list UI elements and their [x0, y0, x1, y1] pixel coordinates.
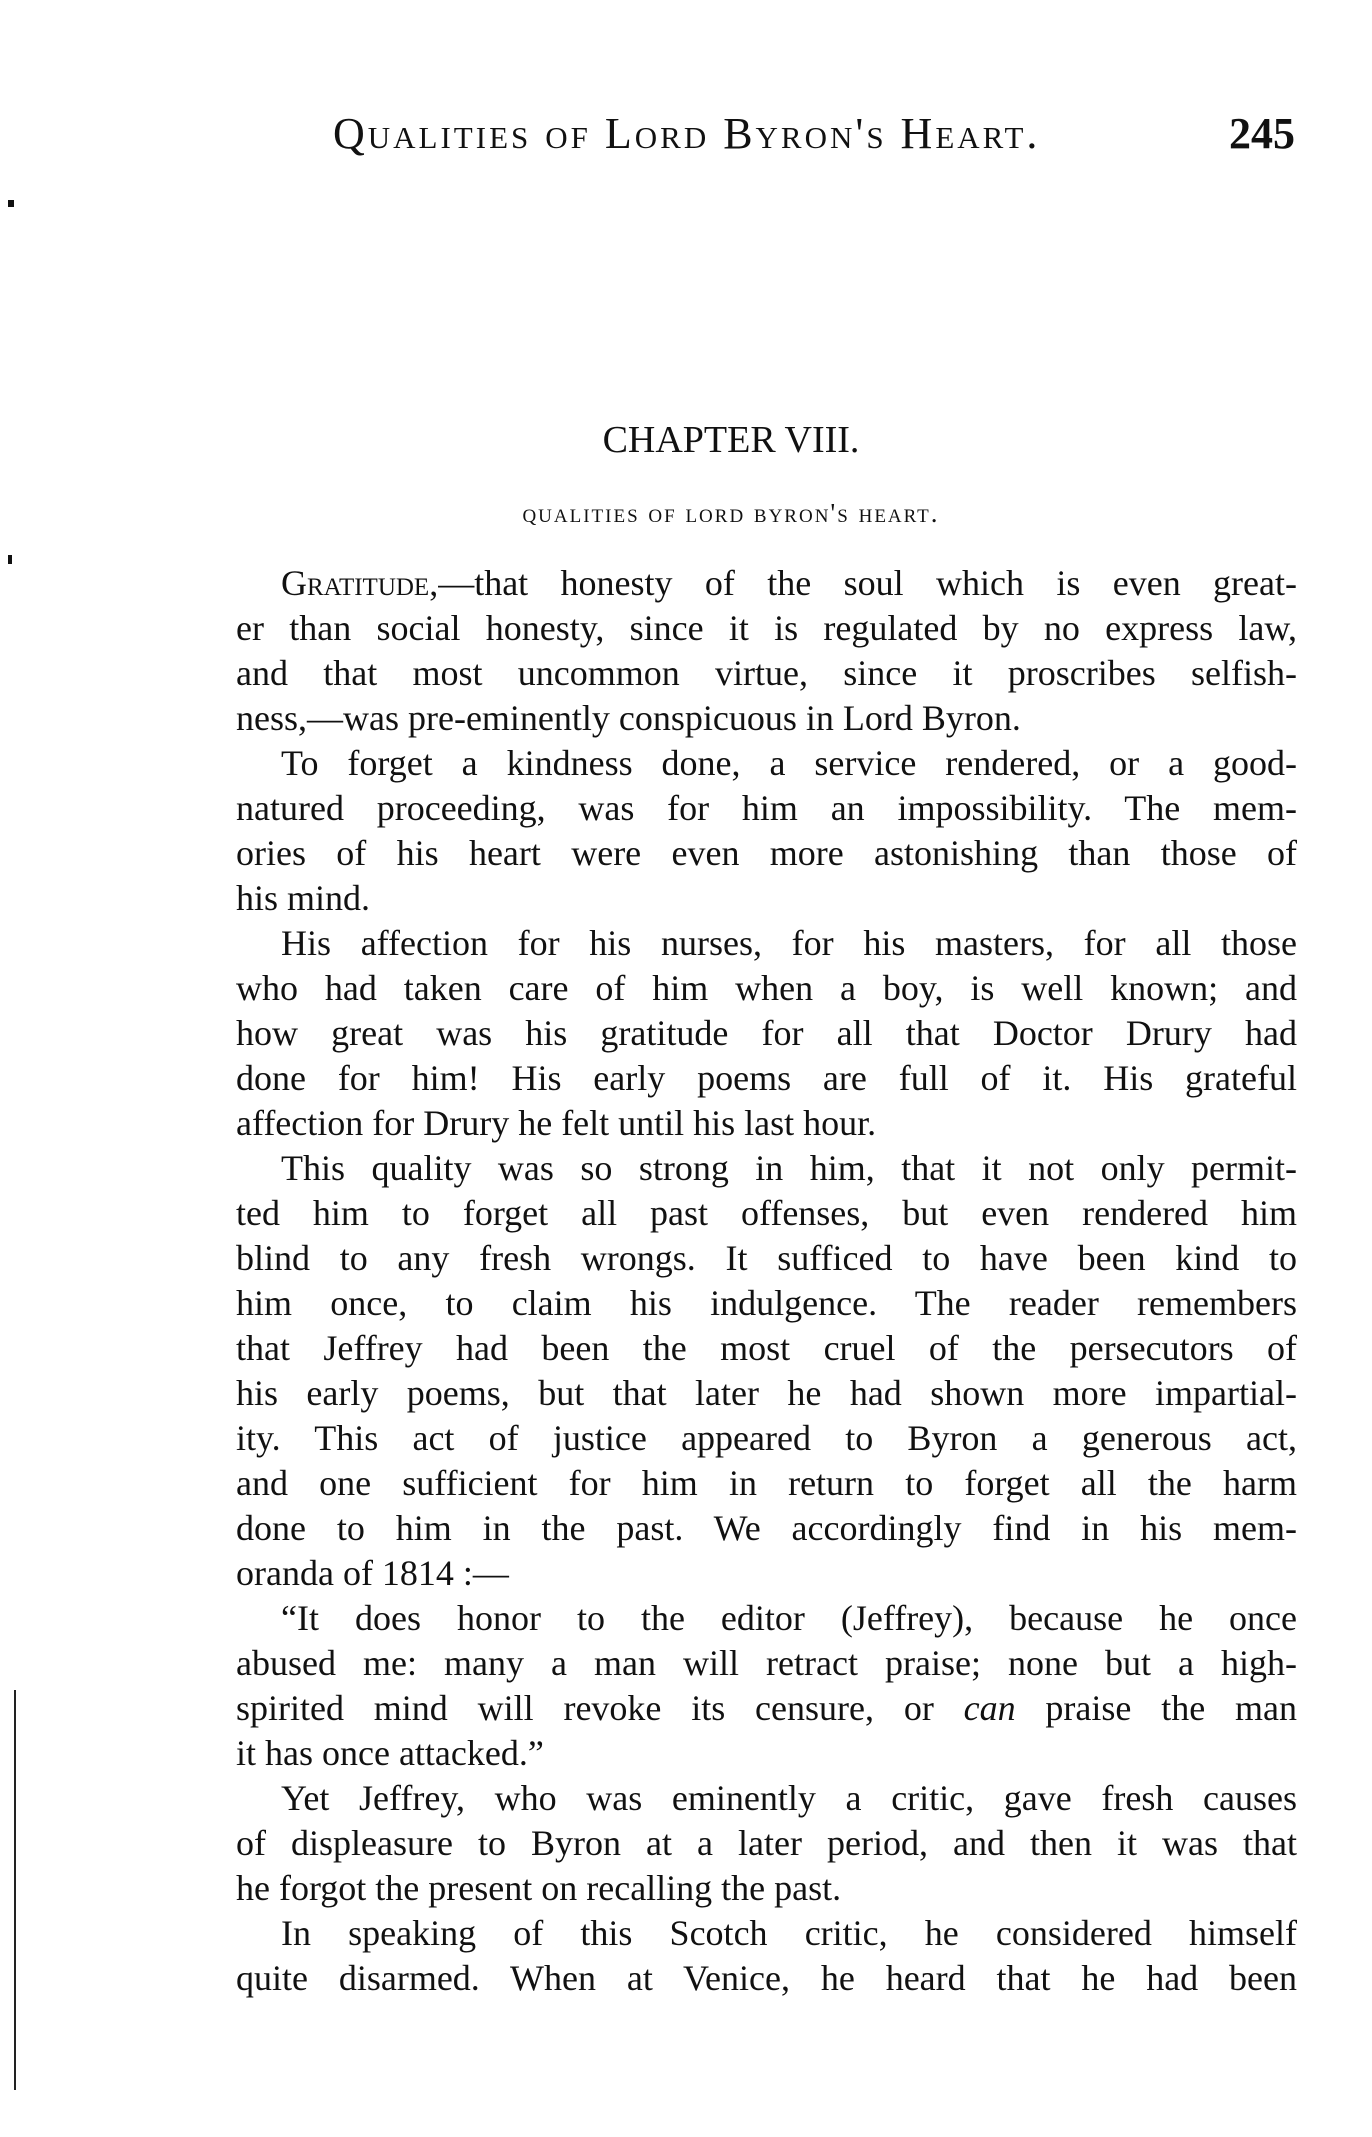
scan-speck — [8, 555, 12, 564]
text-line — [236, 1506, 1297, 1550]
text-span: natured proceeding, was for him an impossibility. The mem- — [236, 788, 1297, 828]
text-line — [236, 1416, 1297, 1460]
text-span: he forgot the present on recalling the past. — [236, 1868, 842, 1908]
text-span: his mind. — [236, 878, 371, 918]
text-span: In speaking of this Scotch critic, he considered himself — [281, 1913, 1297, 1953]
running-header — [333, 108, 1295, 159]
text-line — [281, 1776, 1297, 1820]
text-span: This quality was so strong in him, that it not only permit- — [281, 1148, 1297, 1188]
text-span: abused me: many a man will retract praise; none but a high- — [236, 1643, 1297, 1683]
text-span: Yet Jeffrey, who was eminently a critic, gave fresh causes — [281, 1778, 1297, 1818]
text-line — [281, 561, 1297, 605]
text-line — [236, 606, 1297, 650]
text-line — [236, 966, 1297, 1010]
text-span: blind to any fresh wrongs. It sufficed to have been kind to — [236, 1238, 1297, 1278]
text-span: affection for Drury he felt until his last hour. — [236, 1103, 877, 1143]
text-line — [236, 651, 1297, 695]
text-line — [236, 1956, 1297, 2000]
text-line — [236, 1191, 1297, 1235]
text-span: spirited mind will revoke its censure, or — [236, 1688, 964, 1728]
text-line — [281, 921, 1297, 965]
text-line — [236, 1281, 1297, 1325]
text-span: His affection for his nurses, for his masters, for all those — [281, 923, 1297, 963]
running-title: Qualities of Lord Byron's Heart. — [333, 109, 1041, 158]
text-span: Gratitude, — [281, 563, 439, 603]
text-line — [281, 1146, 1297, 1190]
text-line — [236, 786, 1297, 830]
text-span: oranda of 1814 :— — [236, 1553, 509, 1593]
text-line — [236, 1641, 1297, 1685]
text-span: done to him in the past. We accordingly find in his mem- — [236, 1508, 1297, 1548]
text-line — [236, 696, 1297, 740]
text-span: how great was his gratitude for all that Doctor Drury had — [236, 1013, 1297, 1053]
text-span: of displeasure to Byron at a later period, and then it was that — [236, 1823, 1297, 1863]
scan-speck — [8, 200, 14, 207]
text-line — [281, 1911, 1297, 1955]
text-line — [236, 1371, 1297, 1415]
chapter-title: CHAPTER VIII. — [602, 419, 860, 461]
text-line — [236, 1326, 1297, 1370]
page-number: 245 — [1229, 109, 1295, 158]
text-line — [236, 1821, 1297, 1865]
text-line — [236, 1686, 1297, 1730]
text-span: and one sufficient for him in return to forget all the harm — [236, 1463, 1297, 1503]
text-line — [236, 1551, 1297, 1595]
text-span: “It does honor to the editor (Jeffrey), because he once — [281, 1598, 1297, 1638]
text-span: who had taken care of him when a boy, is well known; and — [236, 968, 1297, 1008]
text-line — [236, 1011, 1297, 1055]
text-span: it has once attacked.” — [236, 1733, 544, 1773]
text-line — [236, 1866, 1297, 1910]
text-line — [281, 741, 1297, 785]
text-span: and that most uncommon virtue, since it proscribes selfish- — [236, 653, 1297, 693]
text-span: him once, to claim his indulgence. The reader remembers — [236, 1283, 1297, 1323]
text-line — [236, 876, 1297, 920]
text-span: ness,—was pre-eminently conspicuous in Lord Byron. — [236, 698, 1021, 738]
text-span: ity. This act of justice appeared to Byron a generous act, — [236, 1418, 1297, 1458]
text-span: quite disarmed. When at Venice, he heard that he had been — [236, 1958, 1297, 1998]
text-span: ories of his heart were even more astonishing than those of — [236, 833, 1297, 873]
text-span: his early poems, but that later he had shown more impartial- — [236, 1373, 1297, 1413]
text-line — [236, 1731, 1297, 1775]
text-span: done for him! His early poems are full of it. His grateful — [236, 1058, 1297, 1098]
text-span: er than social honesty, since it is regulated by no express law, — [236, 608, 1297, 648]
text-line — [236, 1236, 1297, 1280]
scan-edge-line — [14, 1690, 16, 2090]
text-span: To forget a kindness done, a service rendered, or a good- — [281, 743, 1297, 783]
text-span: praise the man — [1015, 1688, 1297, 1728]
text-line — [236, 1056, 1297, 1100]
text-line — [281, 1596, 1297, 1640]
text-span: can — [963, 1688, 1016, 1728]
text-line — [236, 831, 1297, 875]
text-line — [236, 1101, 1297, 1145]
text-span: that Jeffrey had been the most cruel of the persecutors of — [236, 1328, 1297, 1368]
text-span: —that honesty of the soul which is even great- — [438, 563, 1297, 603]
chapter-subtitle: qualities of lord byron's heart. — [522, 498, 940, 528]
text-span: ted him to forget all past offenses, but even rendered him — [236, 1193, 1297, 1233]
text-line — [236, 1461, 1297, 1505]
